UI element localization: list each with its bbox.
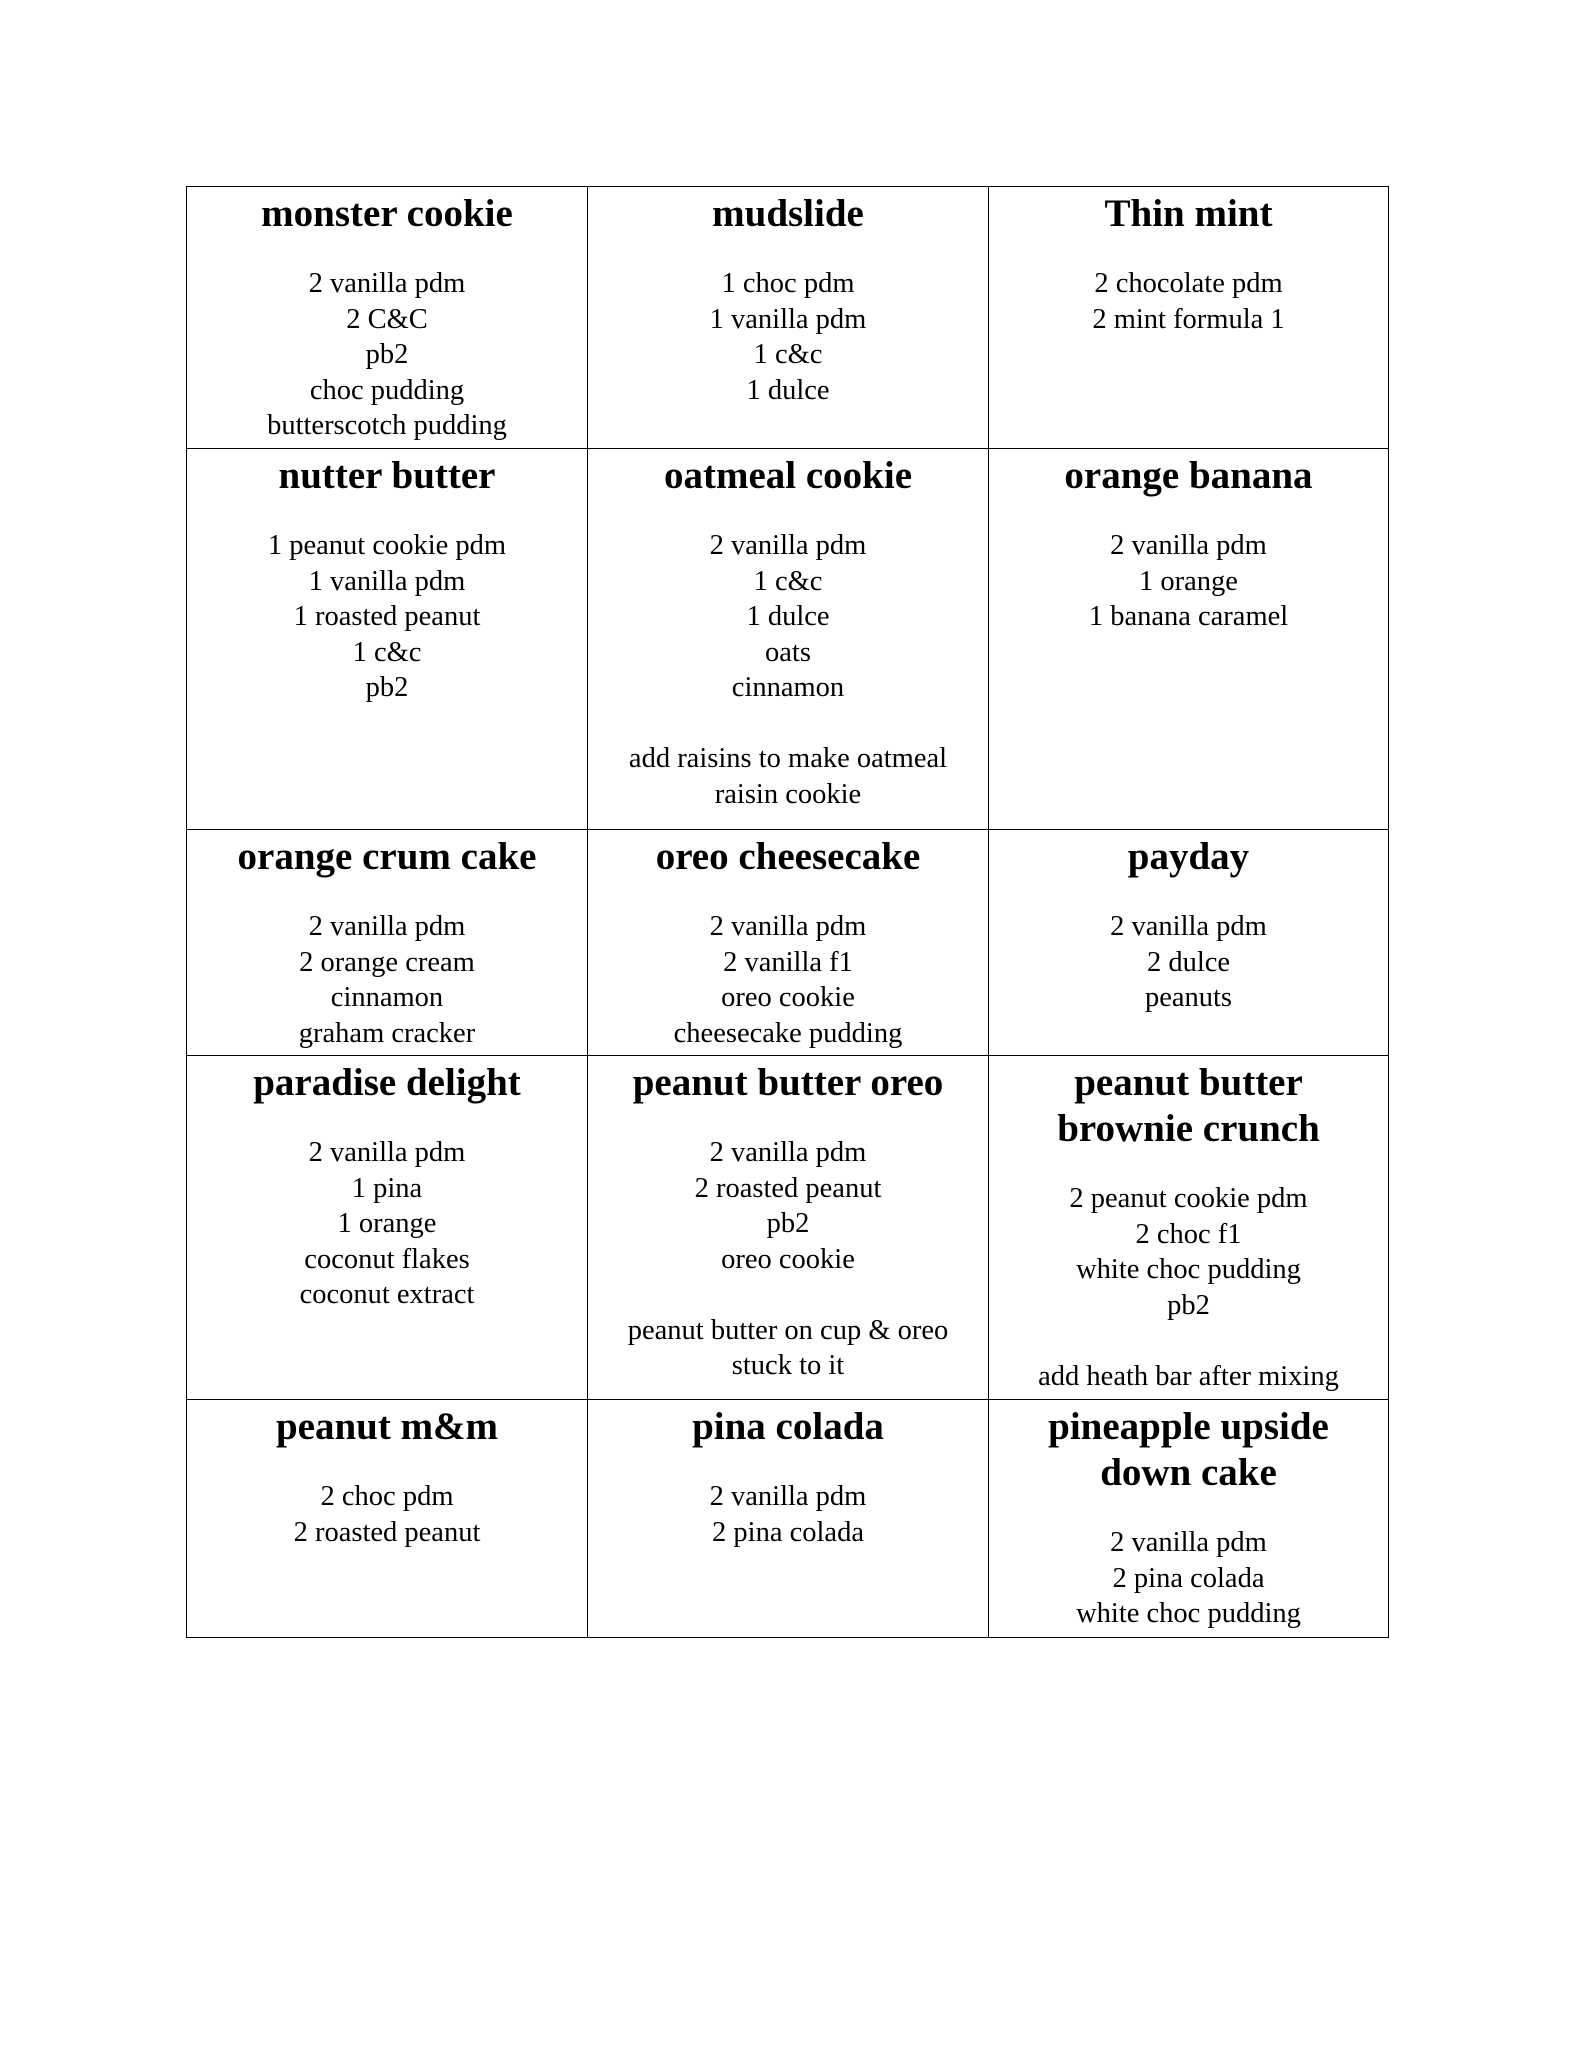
recipe-title: mudslide	[712, 192, 864, 235]
recipe-table	[186, 186, 1389, 1638]
recipe-ingredients: 1 choc pdm 1 vanilla pdm 1 c&c 1 dulce	[709, 268, 867, 406]
recipe-ingredients: 2 chocolate pdm 2 mint formula 1	[1092, 268, 1285, 335]
recipe-note: peanut butter on cup & oreo stuck to it	[627, 1314, 949, 1381]
recipe-cell	[588, 830, 989, 1056]
recipe-ingredients: 2 choc pdm 2 roasted peanut	[293, 1481, 481, 1548]
recipe-ingredients: 2 vanilla pdm 2 vanilla f1 oreo cookie cheesecake pudding	[673, 911, 903, 1049]
recipe-cell	[989, 1400, 1389, 1638]
recipe-title: pina colada	[692, 1405, 884, 1448]
recipe-ingredients: 2 vanilla pdm 1 c&c 1 dulce oats cinnamon	[709, 530, 867, 703]
recipe-cell	[989, 187, 1389, 449]
recipe-title: oreo cheesecake	[655, 835, 921, 878]
recipe-title: monster cookie	[261, 192, 513, 235]
recipe-title: peanut butter oreo	[632, 1061, 944, 1104]
recipe-ingredients: 2 vanilla pdm 1 orange 1 banana caramel	[1088, 530, 1289, 632]
recipe-title: peanut m&m	[275, 1405, 499, 1448]
recipe-note: add raisins to make oatmeal raisin cookie	[628, 743, 948, 810]
recipe-title: Thin mint	[1104, 192, 1273, 235]
recipe-cell	[187, 187, 588, 449]
recipe-cell	[989, 1056, 1389, 1400]
recipe-ingredients: 2 vanilla pdm 2 pina colada	[709, 1481, 867, 1548]
recipe-title: oatmeal cookie	[663, 454, 912, 497]
recipe-ingredients: 2 vanilla pdm 1 pina 1 orange coconut flakes coconut extract	[299, 1137, 475, 1310]
recipe-cell	[588, 1056, 989, 1400]
recipe-title: orange banana	[1064, 454, 1313, 497]
recipe-title: nutter butter	[278, 454, 496, 497]
recipe-cell	[588, 1400, 989, 1638]
recipe-cell	[588, 187, 989, 449]
recipe-ingredients: 2 vanilla pdm 2 C&C pb2 choc pudding butterscotch pudding	[267, 268, 507, 441]
recipe-cell	[187, 1056, 588, 1400]
recipe-cell	[989, 830, 1389, 1056]
recipe-ingredients: 2 vanilla pdm 2 dulce peanuts	[1110, 911, 1267, 1013]
recipe-cell	[187, 830, 588, 1056]
recipe-ingredients: 1 peanut cookie pdm 1 vanilla pdm 1 roasted peanut 1 c&c pb2	[267, 530, 507, 703]
recipe-cell	[187, 449, 588, 830]
recipe-note: add heath bar after mixing	[1038, 1360, 1339, 1392]
recipe-title: paradise delight	[253, 1061, 521, 1104]
recipe-title: pineapple upside down cake	[1048, 1405, 1329, 1494]
recipe-title: peanut butter brownie crunch	[1057, 1061, 1320, 1150]
recipe-title: payday	[1127, 835, 1250, 878]
recipe-ingredients: 2 vanilla pdm 2 pina colada white choc pudding	[1076, 1527, 1301, 1629]
recipe-cell	[187, 1400, 588, 1638]
recipe-cell	[588, 449, 989, 830]
recipe-ingredients: 2 vanilla pdm 2 roasted peanut pb2 oreo cookie	[694, 1137, 882, 1275]
recipe-ingredients: 2 peanut cookie pdm 2 choc f1 white choc pudding pb2	[1069, 1183, 1308, 1321]
recipe-ingredients: 2 vanilla pdm 2 orange cream cinnamon graham cracker	[298, 911, 476, 1049]
recipe-title: orange crum cake	[237, 835, 537, 878]
recipe-cell	[989, 449, 1389, 830]
